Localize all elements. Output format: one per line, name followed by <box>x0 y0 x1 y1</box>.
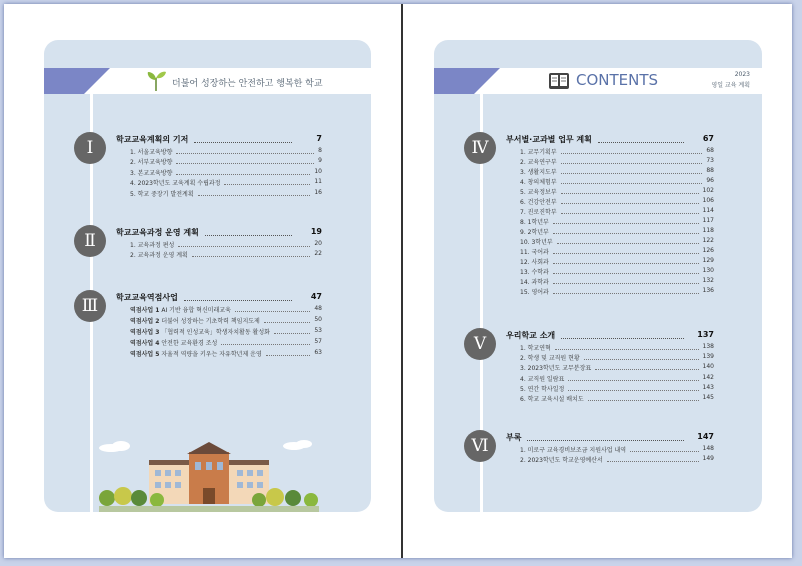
toc-entry-page: 48 <box>314 305 322 312</box>
toc-entry-page: 118 <box>702 227 714 234</box>
toc-entry-label <box>520 237 553 246</box>
toc-entry[interactable] <box>520 277 714 287</box>
section-page-number: 7 <box>316 134 322 143</box>
toc-entry-text: 2. 2023학년도 학교운영예산서 <box>520 457 603 465</box>
section-leader <box>561 338 684 339</box>
toc-entry-label <box>520 394 584 403</box>
toc-entry-page: 53 <box>314 327 322 334</box>
toc-entry-text: 안전한 교육환경 조성 <box>161 340 218 347</box>
toc-entry-label <box>130 178 220 187</box>
section-numeral: Ⅰ <box>74 132 106 164</box>
toc-entry[interactable] <box>130 316 322 326</box>
toc-entry-text: 1. 교무기획부 <box>520 149 557 156</box>
section-numeral: Ⅳ <box>464 132 496 164</box>
right-header-ribbon <box>434 68 500 94</box>
plan-subtitle: 영일 교육 계획 <box>711 82 750 89</box>
toc-entry-page: 142 <box>702 373 714 381</box>
toc-entry[interactable] <box>130 250 322 260</box>
section-numeral: Ⅲ <box>74 290 106 322</box>
toc-entry-label <box>520 187 557 196</box>
toc-entry-page: 50 <box>314 316 322 323</box>
left-page <box>44 40 371 512</box>
toc-entry[interactable] <box>520 374 714 384</box>
toc-entry-leader <box>553 293 699 294</box>
toc-entry-text: 8. 1학년부 <box>520 219 549 226</box>
toc-entry-label <box>130 147 172 156</box>
contents-title: CONTENTS <box>576 71 659 89</box>
toc-entry-label <box>130 250 188 259</box>
toc-entry-text: 11. 국어과 <box>520 249 549 256</box>
toc-entry[interactable] <box>520 197 714 207</box>
section-leader <box>194 142 292 143</box>
toc-entry-page: 22 <box>314 250 322 258</box>
toc-entry-leader <box>561 163 702 164</box>
toc-entry-leader <box>198 195 310 196</box>
toc-entry-page: 8 <box>318 147 322 154</box>
toc-entry[interactable] <box>520 217 714 227</box>
toc-entry-text: 5. 연간 학사일정 <box>520 385 565 393</box>
section-numeral: Ⅱ <box>74 225 106 257</box>
toc-entry[interactable] <box>520 147 714 157</box>
toc-entry-label <box>520 197 557 206</box>
toc-entry-page: 149 <box>702 455 714 463</box>
toc-entry-leader <box>561 183 702 184</box>
toc-entry-page: 140 <box>702 363 714 371</box>
toc-entry-leader <box>553 233 699 234</box>
toc-entry-label <box>130 168 172 177</box>
toc-entry-leader <box>553 263 699 264</box>
toc-entry[interactable] <box>520 237 714 247</box>
toc-entry-text: 4. 창의체험부 <box>520 179 557 186</box>
toc-entry-text: 3. 생활지도부 <box>520 169 557 176</box>
page-spine <box>401 4 403 558</box>
toc-entry-prefix: 역점사업 1 <box>130 307 160 314</box>
toc-entry-page: 129 <box>702 257 714 264</box>
toc-entry-text: 6. 학교 교육시설 배치도 <box>520 396 584 403</box>
toc-entry-page: 117 <box>702 217 714 224</box>
toc-entry-leader <box>553 283 699 284</box>
toc-entry[interactable] <box>130 327 322 337</box>
toc-entry-page: 106 <box>702 197 714 204</box>
toc-entry-page: 122 <box>702 237 714 244</box>
toc-entry-text: 12. 사회과 <box>520 259 549 266</box>
toc-entry-label <box>130 349 262 358</box>
toc-entry[interactable] <box>520 207 714 217</box>
toc-entry-page: 136 <box>702 287 714 294</box>
toc-entry-label <box>520 353 580 362</box>
toc-entry-leader <box>176 174 310 175</box>
toc-entry-page: 11 <box>314 178 322 186</box>
toc-entry-label <box>520 217 549 226</box>
document-spread <box>4 4 792 558</box>
left-header-title: 더불어 성장하는 안전하고 행복한 학교 <box>172 79 323 89</box>
toc-entry[interactable] <box>130 178 322 188</box>
toc-entry-prefix: 역점사업 2 <box>130 318 160 325</box>
section-leader <box>527 440 684 441</box>
toc-entry[interactable] <box>520 157 714 167</box>
section-leader <box>598 142 684 143</box>
toc-entry-leader <box>264 322 310 323</box>
toc-entry-page: 20 <box>314 240 322 247</box>
toc-entry[interactable] <box>520 353 714 363</box>
toc-entry-text: 2. 서부교육방향 <box>130 159 173 167</box>
section-title[interactable]: 우리학교 소개 <box>506 331 556 340</box>
toc-entry-leader <box>630 451 699 452</box>
toc-entry-label <box>520 287 549 296</box>
toc-entry-text: 5. 교육정보부 <box>520 189 557 196</box>
toc-entry-page: 88 <box>706 167 714 174</box>
toc-entry-text: 15. 영어과 <box>520 289 549 296</box>
toc-entry-page: 130 <box>702 267 714 274</box>
toc-entry-page: 126 <box>702 247 714 254</box>
toc-entry[interactable] <box>520 167 714 177</box>
toc-entry-text: 자율적 역량을 키우는 자유학년제 운영 <box>161 351 262 358</box>
toc-entry-text: 13. 수학과 <box>520 269 549 276</box>
section-leader <box>184 300 292 301</box>
toc-entry-prefix: 역점사업 5 <box>130 351 160 358</box>
toc-entry-leader <box>553 253 699 254</box>
toc-entry-page: 145 <box>702 394 714 401</box>
section-page-number: 47 <box>310 292 322 301</box>
toc-entry-page: 148 <box>702 445 714 452</box>
toc-entry-label <box>520 257 549 266</box>
toc-entry-page: 114 <box>702 207 714 214</box>
toc-entry[interactable] <box>130 349 322 359</box>
toc-entry-label <box>130 305 231 314</box>
toc-entry-prefix: 역점사업 3 <box>130 329 160 336</box>
toc-entry[interactable] <box>520 455 714 465</box>
toc-entry[interactable] <box>520 363 714 373</box>
toc-entry-text: 3. 본교교육방향 <box>130 169 173 177</box>
section-title[interactable]: 학교교육과정 운영 계획 <box>116 228 199 237</box>
toc-entry-text: 1. 미로구 교육경비보조금 지원사업 내역 <box>520 447 627 454</box>
toc-entry-text: 7. 진로진학부 <box>520 209 557 216</box>
toc-entry-text: 2. 교육과정 운영 계획 <box>130 252 188 260</box>
toc-entry-page: 10 <box>314 167 322 175</box>
toc-entry-text: 3. 2023학년도 교무분장표 <box>520 365 592 373</box>
toc-entry-text: 5. 학교 중장기 발전계획 <box>130 190 194 198</box>
toc-entry-leader <box>607 461 699 462</box>
toc-entry-page: 68 <box>706 147 714 154</box>
toc-entry-leader <box>224 184 310 185</box>
toc-entry-leader <box>274 333 310 334</box>
toc-entry-leader <box>561 193 699 194</box>
toc-entry[interactable] <box>520 287 714 297</box>
toc-entry-label <box>520 374 564 383</box>
toc-entry-label <box>130 189 194 198</box>
toc-entry[interactable] <box>130 338 322 348</box>
toc-entry-label <box>520 227 549 236</box>
toc-entry[interactable] <box>520 227 714 237</box>
toc-entry-leader <box>235 311 310 312</box>
book-icon <box>548 72 570 90</box>
toc-entry-label <box>520 157 557 166</box>
toc-entry-label <box>520 167 557 176</box>
toc-entry-text: 10. 3학년부 <box>520 239 553 246</box>
section-page-number: 137 <box>697 330 714 339</box>
toc-entry-leader <box>561 203 699 204</box>
toc-entry-text: 2. 학생 및 교직원 현황 <box>520 355 580 363</box>
toc-entry-label <box>520 177 557 186</box>
toc-entry-page: 9 <box>318 157 322 165</box>
toc-entry[interactable] <box>520 177 714 187</box>
toc-entry-label <box>520 343 551 352</box>
toc-entry-leader <box>568 380 699 381</box>
toc-entry-leader <box>555 349 699 350</box>
toc-entry-label <box>520 247 549 256</box>
toc-entry-label <box>520 277 549 286</box>
toc-entry[interactable] <box>130 168 322 178</box>
toc-entry-text: 「협력적 인성교육」학생자치활동 활성화 <box>161 329 270 336</box>
toc-entry-leader <box>178 246 310 247</box>
toc-entry-leader <box>561 213 699 214</box>
toc-entry[interactable] <box>130 157 322 167</box>
section-title[interactable]: 부록 <box>506 433 522 442</box>
section-numeral: Ⅴ <box>464 328 496 360</box>
section-title[interactable]: 학교교육역점사업 <box>116 293 178 302</box>
toc-entry-label <box>520 147 557 156</box>
toc-entry-leader <box>561 153 702 154</box>
toc-entry-page: 16 <box>314 188 322 196</box>
toc-entry[interactable] <box>520 247 714 257</box>
right-page <box>434 40 762 512</box>
left-header-ribbon <box>44 68 110 94</box>
sprout-icon <box>145 68 167 92</box>
section-title[interactable]: 부서별·교과별 업무 계획 <box>506 135 592 144</box>
toc-entry-label <box>520 363 591 372</box>
toc-entry[interactable] <box>130 240 322 250</box>
toc-entry-leader <box>557 243 699 244</box>
toc-entry-page: 57 <box>314 338 322 345</box>
toc-entry-text: AI 기반 융합 혁신미래교육 <box>161 307 231 314</box>
toc-entry-label <box>130 240 174 249</box>
toc-entry-page: 143 <box>702 383 714 391</box>
toc-entry[interactable] <box>520 187 714 197</box>
section-title[interactable]: 학교교육계획의 기저 <box>116 135 189 144</box>
toc-entry[interactable] <box>520 445 714 455</box>
toc-entry-leader <box>553 273 699 274</box>
toc-entry[interactable] <box>130 305 322 315</box>
toc-entry-leader <box>176 163 314 164</box>
toc-entry-text: 1. 학교연혁 <box>520 345 551 352</box>
toc-entry-leader <box>595 369 699 370</box>
toc-entry[interactable] <box>520 394 714 404</box>
toc-entry-leader <box>176 153 314 154</box>
toc-entry-label <box>520 384 564 393</box>
toc-entry-label <box>130 157 172 166</box>
toc-entry[interactable] <box>520 267 714 277</box>
toc-entry-text: 1. 교육과정 편성 <box>130 242 175 249</box>
toc-entry-page: 96 <box>706 177 714 184</box>
toc-entry-label <box>130 327 270 336</box>
toc-entry-page: 138 <box>702 343 714 350</box>
toc-entry-text: 9. 2학년부 <box>520 229 549 236</box>
toc-entry-text: 4. 교직원 일람표 <box>520 375 565 383</box>
toc-entry-label <box>520 267 549 276</box>
toc-entry-text: 4. 2023학년도 교육계획 수립과정 <box>130 180 221 188</box>
school-illustration <box>99 440 319 512</box>
toc-entry-label <box>520 445 626 454</box>
toc-entry-page: 139 <box>702 353 714 361</box>
toc-entry-label <box>520 455 603 464</box>
section-page-number: 147 <box>697 432 714 441</box>
toc-entry-leader <box>561 173 702 174</box>
toc-entry-leader <box>221 344 310 345</box>
toc-entry[interactable] <box>520 384 714 394</box>
toc-entry[interactable] <box>130 189 322 199</box>
toc-entry-label <box>520 207 557 216</box>
year-label: 2023 <box>734 71 750 78</box>
toc-entry-page: 102 <box>702 187 714 194</box>
toc-entry-leader <box>553 223 699 224</box>
toc-entry-leader <box>588 400 699 401</box>
section-page-number: 67 <box>702 134 714 143</box>
toc-entry-text: 더불어 성장하는 기초학력 책임지도제 <box>161 318 260 325</box>
toc-entry-text: 14. 과학과 <box>520 279 549 286</box>
toc-entry[interactable] <box>520 257 714 267</box>
toc-entry-label <box>130 316 260 325</box>
toc-entry-text: 1. 서울교육방향 <box>130 149 173 156</box>
section-leader <box>205 235 292 236</box>
section-numeral: Ⅵ <box>464 430 496 462</box>
toc-entry-leader <box>266 355 310 356</box>
toc-entry-leader <box>192 256 310 257</box>
toc-entry[interactable] <box>130 147 322 157</box>
toc-entry-text: 2. 교육연구부 <box>520 159 557 166</box>
toc-entry-leader <box>568 390 699 391</box>
section-page-number: 19 <box>310 227 322 236</box>
toc-entry-page: 132 <box>702 277 714 284</box>
toc-entry-page: 73 <box>706 157 714 164</box>
toc-entry-text: 6. 건강안전부 <box>520 199 557 206</box>
toc-entry-prefix: 역점사업 4 <box>130 340 160 347</box>
toc-entry-label <box>130 338 217 347</box>
toc-entry[interactable] <box>520 343 714 353</box>
toc-entry-leader <box>584 359 699 360</box>
toc-entry-page: 63 <box>314 349 322 356</box>
